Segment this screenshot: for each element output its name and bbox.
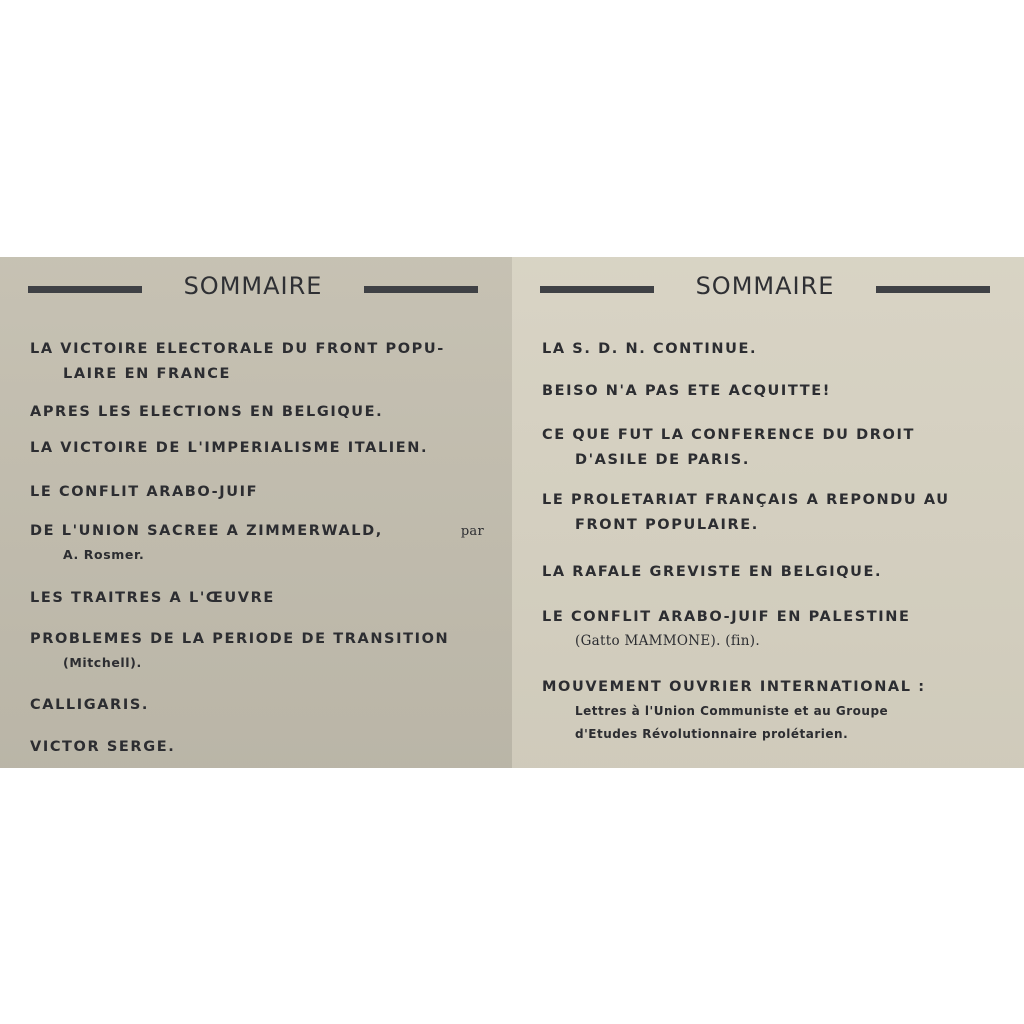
toc-entry-title: MOUVEMENT OUVRIER INTERNATIONAL : (542, 679, 926, 695)
toc-entry (542, 675, 996, 746)
right-sommaire-panel (512, 257, 1024, 768)
toc-entry-title: LE PROLETARIAT FRANÇAIS A REPONDU AU (542, 492, 950, 508)
toc-entry-title-cont: LAIRE EN FRANCE (63, 366, 232, 382)
toc-entry-title: VICTOR SERGE. (30, 739, 176, 755)
scanned-tables-of-contents (0, 257, 1024, 768)
toc-entry-title: LA VICTOIRE ELECTORALE DU FRONT POPU- (30, 341, 445, 357)
toc-entry (30, 337, 484, 387)
toc-entry (542, 379, 996, 404)
toc-entry (30, 586, 484, 611)
toc-entry (30, 693, 484, 718)
toc-entry-title: LES TRAITRES A L'ŒUVRE (30, 590, 275, 606)
toc-entry (30, 436, 484, 461)
right-heading: SOMMAIRE (695, 272, 835, 300)
toc-entry-author: (Gatto MAMMONE). (fin). (575, 633, 760, 649)
toc-entry-author: (Mitchell). (63, 655, 142, 670)
toc-entry-subtitle: Lettres à l'Union Communiste et au Groupe (575, 704, 889, 718)
toc-entry-title: BEISO N'A PAS ETE ACQUITTE! (542, 383, 831, 399)
toc-entry (542, 605, 996, 652)
toc-entry-par: par (460, 524, 484, 539)
toc-entry-title: LE CONFLIT ARABO-JUIF EN PALESTINE (542, 609, 911, 625)
left-heading-row (0, 271, 512, 301)
toc-entry (542, 337, 996, 362)
toc-entry-title: DE L'UNION SACREE A ZIMMERWALD, (30, 523, 383, 539)
toc-entry-title: APRES LES ELECTIONS EN BELGIQUE. (30, 404, 384, 420)
toc-entry (30, 400, 484, 425)
toc-entry-author: A. Rosmer. (63, 547, 145, 562)
toc-entry (30, 735, 484, 760)
toc-entry-title-cont: D'ASILE DE PARIS. (575, 452, 750, 468)
toc-entry (542, 488, 996, 538)
left-heading: SOMMAIRE (183, 272, 323, 300)
right-heading-rule-left (540, 286, 654, 293)
toc-entry-title: CALLIGARIS. (30, 697, 149, 713)
toc-entry-title: LA S. D. N. CONTINUE. (542, 341, 758, 357)
right-heading-row (512, 271, 1024, 301)
toc-entry (30, 627, 484, 674)
left-heading-rule-right (364, 286, 478, 293)
toc-entry-title: LA VICTOIRE DE L'IMPERIALISME ITALIEN. (30, 440, 429, 456)
left-sommaire-panel (0, 257, 512, 768)
toc-entry-title: PROBLEMES DE LA PERIODE DE TRANSITION (30, 631, 450, 647)
toc-entry (30, 480, 484, 505)
toc-entry (542, 423, 996, 473)
right-heading-rule-right (876, 286, 990, 293)
toc-entry-title: CE QUE FUT LA CONFERENCE DU DROIT (542, 427, 915, 443)
toc-entry (30, 519, 484, 566)
toc-entry (542, 560, 996, 585)
toc-entry-subtitle: d'Etudes Révolutionnaire prolétarien. (575, 727, 849, 741)
left-heading-rule-left (28, 286, 142, 293)
toc-entry-title-cont: FRONT POPULAIRE. (575, 517, 759, 533)
toc-entry-title: LE CONFLIT ARABO-JUIF (30, 484, 259, 500)
toc-entry-title: LA RAFALE GREVISTE EN BELGIQUE. (542, 564, 883, 580)
